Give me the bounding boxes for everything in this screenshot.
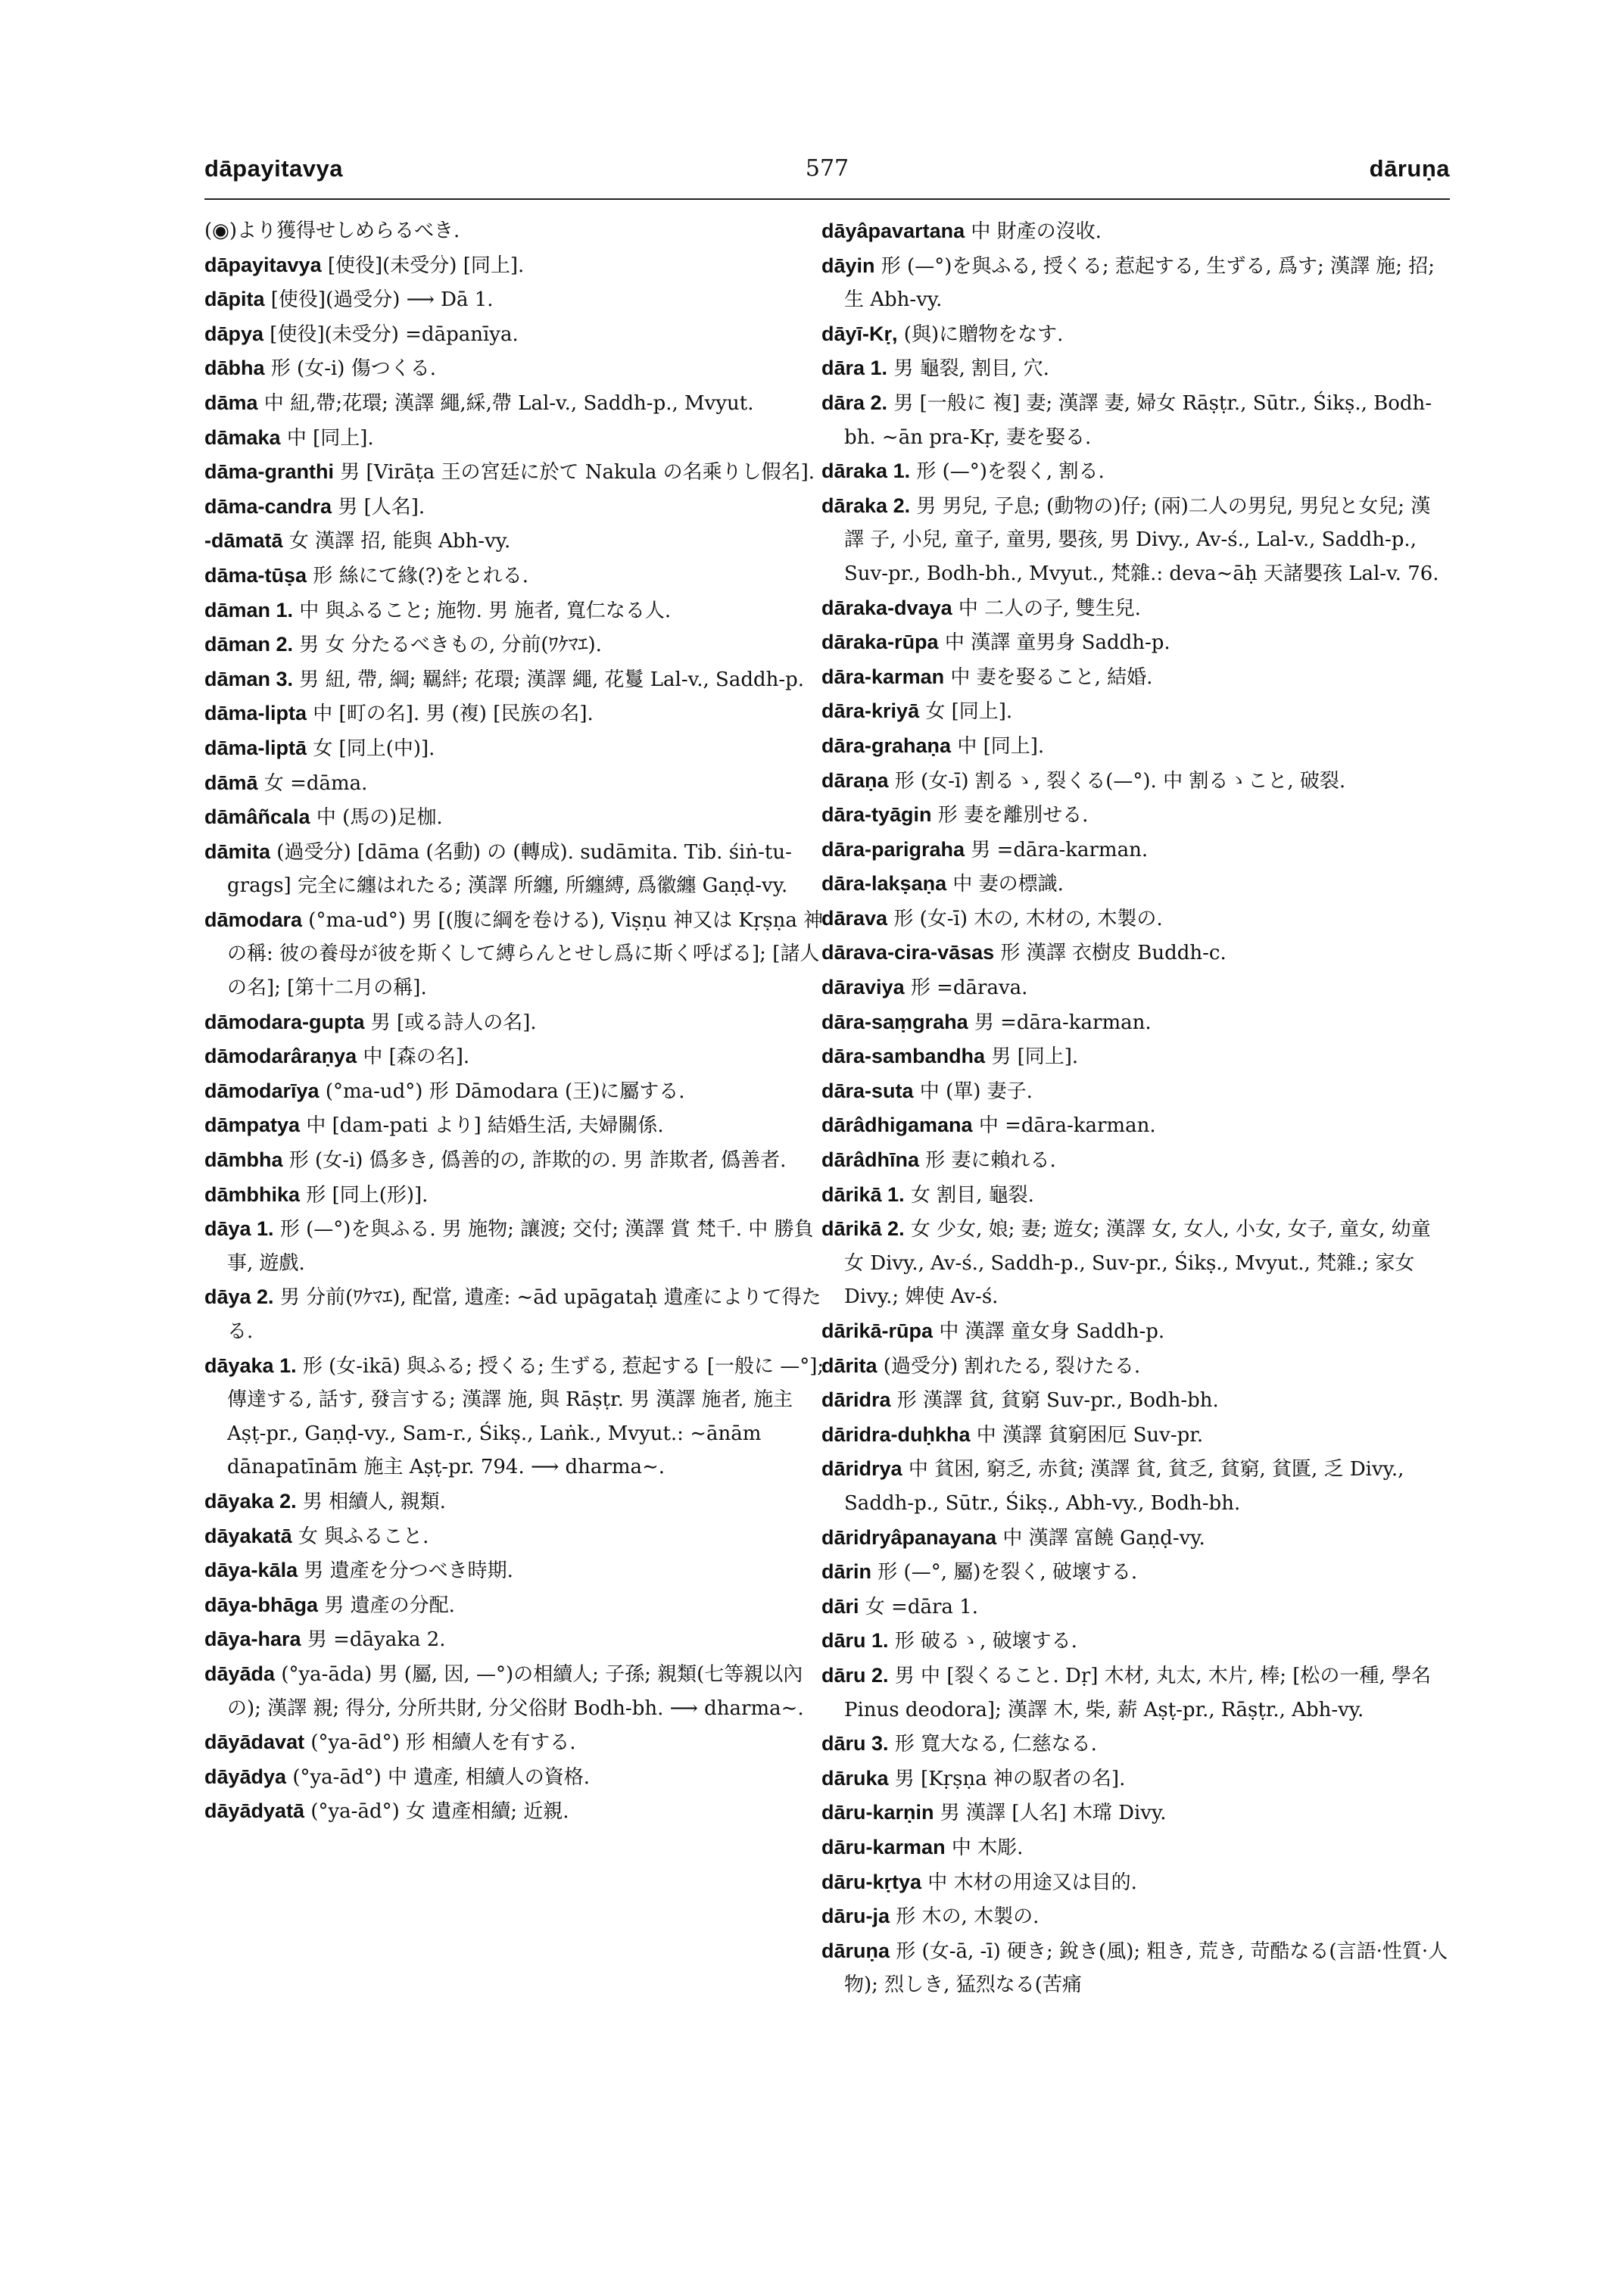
entry-headword: dāma-liptā (204, 736, 307, 759)
dictionary-entry (204, 1178, 833, 1213)
entry-definition: 中 木彫. (945, 1836, 1024, 1859)
dictionary-entry (821, 694, 1450, 729)
dictionary-entry (821, 1143, 1450, 1178)
entry-headword: dāri (821, 1594, 859, 1618)
entry-definition: 中 木材の用途又は目的. (921, 1871, 1137, 1894)
entry-headword: dāmodara-gupta (204, 1010, 365, 1033)
entry-definition: 形 (—°, 屬)を裂く, 破壞する. (871, 1561, 1138, 1584)
running-head-right: dāruṇa (1369, 155, 1450, 182)
entry-definition: 中 妻の標識. (946, 873, 1064, 896)
dictionary-entry (204, 1280, 833, 1348)
entry-definition: 形 (女-ā, -ī) 硬き; 銳き(風); 粗き, 荒き, 苛酷なる(言語·性質·人物); 烈しき, 猛烈なる(苦痛 (844, 1939, 1448, 1997)
dictionary-entry (204, 1349, 833, 1485)
dictionary-entry (821, 1865, 1450, 1900)
dictionary-entry (821, 1074, 1450, 1109)
entry-definition: 男 [人名]. (332, 495, 425, 519)
entry-definition: 中 [同上]. (280, 426, 374, 450)
entry-headword: -dāmatā (204, 529, 283, 553)
dictionary-entry (821, 1555, 1450, 1590)
dictionary-entry (821, 1624, 1450, 1659)
entry-definition: 女 漢譯 招, 能與 Abh-vy. (282, 530, 511, 553)
dictionary-entry (821, 1212, 1450, 1314)
entry-headword: dāru-karman (821, 1835, 946, 1858)
entry-headword: dāya-kāla (204, 1559, 298, 1582)
entry-headword: dāya 1. (204, 1217, 274, 1241)
dictionary-entry (204, 1039, 833, 1074)
entry-headword: dāpita (204, 288, 265, 311)
entry-definition: 中 紐,帶;花環; 漢譯 繩,綵,帶 Lal-v., Saddh-p., Mvyut. (257, 391, 754, 415)
entry-headword: dāmbhika (204, 1182, 301, 1206)
dictionary-entry (204, 1725, 833, 1760)
entry-definition: 形 (—°)を與ふる, 授くる; 惹起する, 生ずる, 爲す; 漢譯 施; 招; 生 Abh-vy. (844, 254, 1435, 312)
entry-definition: 中 (馬の)足枷. (310, 806, 443, 830)
entry-definition: 中 財產の沒收. (965, 220, 1102, 243)
dictionary-entry (821, 1830, 1450, 1865)
dictionary-entry (821, 386, 1450, 454)
dictionary-entry (204, 490, 833, 525)
entry-headword: dāyādavat (204, 1731, 305, 1754)
running-head-left: dāpayitavya (204, 155, 343, 182)
dictionary-entry (204, 1143, 833, 1178)
entry-headword: dāmodarīya (204, 1079, 320, 1102)
entry-definition: 中 [同上]. (951, 734, 1045, 758)
dictionary-entry (821, 1727, 1450, 1762)
entry-headword: dāridra (821, 1388, 891, 1412)
entry-definition: 男 紐, 帶, 綱; 羈絆; 花環; 漢譯 繩, 花鬘 Lal-v., Saddh-p. (293, 668, 805, 691)
entry-definition: 男 =dāra-karman. (965, 838, 1149, 861)
entry-definition: (°ya-āda) 男 (屬, 因, —°)の相續人; 子孫; 親類(七等親以內の); 漢譯 親; 得分, 分所共財, 分父俗財 Bodh-bh. ⟶ dharma∼. (227, 1662, 804, 1720)
entry-headword: dārâdhigamana (821, 1114, 973, 1137)
dictionary-entry (204, 1657, 833, 1725)
entry-definition: 男 [Virāṭa 王の宮廷に於て Nakula の名乘りし假名]. (334, 461, 815, 484)
entry-definition: 男 [Kṛṣṇa 神の馭者の名]. (888, 1767, 1126, 1790)
entry-definition: 中 漢譯 童女身 Saddh-p. (933, 1320, 1165, 1343)
dictionary-entry (204, 455, 833, 490)
dictionary-entry (204, 594, 833, 628)
dictionary-entry (821, 1005, 1450, 1040)
entry-headword: dāru 2. (821, 1663, 889, 1687)
entry-headword: dārikā 2. (821, 1217, 905, 1241)
entry-definition: 形 =dārava. (904, 977, 1028, 1000)
entry-definition: (◉)より獲得せしめらるべき. (204, 220, 460, 242)
entry-headword: dāridra-duḥkha (821, 1422, 971, 1446)
entry-headword: dāru-karṇin (821, 1801, 934, 1824)
entry-headword: dāra-sambandha (821, 1045, 986, 1068)
entry-headword: dāmodara (204, 908, 303, 931)
entry-definition: 男 漢譯 [人名] 木瑺 Divy. (934, 1802, 1167, 1825)
dictionary-entry (821, 591, 1450, 626)
dictionary-entry (204, 1074, 833, 1109)
entry-headword: dārikā 1. (821, 1182, 905, 1206)
dictionary-entry (204, 1485, 833, 1519)
entry-definition: 形 木の, 木製の. (890, 1905, 1040, 1929)
entry-definition: 男 遺產を分つべき時期. (298, 1559, 513, 1583)
entry-definition: 形 絲にて緣(?)をとれる. (307, 564, 529, 587)
dictionary-entry (204, 835, 833, 903)
entry-headword: dāpya (204, 322, 264, 345)
entry-definition: [使役](未受分) =dāpanīya. (263, 322, 519, 346)
entry-definition: 中 漢譯 貧窮困厄 Suv-pr. (970, 1423, 1204, 1447)
entry-headword: dāma-lipta (204, 702, 307, 725)
entry-definition: 男 [同上]. (985, 1045, 1079, 1069)
entry-definition: [使役](未受分) [同上]. (321, 254, 525, 277)
entry-definition: (°ya-ād°) 中 遺產, 相續人の資格. (286, 1765, 591, 1789)
dictionary-entry (821, 1934, 1450, 2002)
entry-definition: [使役](過受分) ⟶ Dā 1. (264, 288, 494, 312)
entry-headword: dāyâpavartana (821, 220, 965, 242)
dictionary-entry (204, 1622, 833, 1657)
entry-headword: dāridryâpanayana (821, 1525, 997, 1549)
dictionary-entry (204, 1553, 833, 1588)
entry-headword: dāya-hara (204, 1628, 301, 1651)
dictionary-entry (821, 970, 1450, 1005)
entry-definition: 中 [町の名]. 男 (複) [民族の名]. (307, 703, 594, 726)
dictionary-entry (204, 731, 833, 766)
dictionary-entry (821, 1418, 1450, 1453)
dictionary-entry (204, 1588, 833, 1623)
entry-definition: 男 女 分たるべきもの, 分前(ﾜｹﾏｴ). (293, 634, 602, 657)
entry-definition: (過受分) [dāma (名動) の (轉成). sudāmita. Tib. śiṅ-tu-grags] 完全に纏はれたる; 漢譯 所纏, 所纏縛, 爲徽纏 Gaṇḍ-vy. (227, 840, 792, 898)
entry-headword: dāmpatya (204, 1114, 301, 1137)
entry-definition: 形 破るゝ, 破壞する. (888, 1630, 1077, 1653)
dictionary-entry (821, 489, 1450, 591)
dictionary-entry (821, 660, 1450, 695)
entry-headword: dāyin (821, 254, 875, 277)
entry-headword: dāyaka 2. (204, 1489, 297, 1513)
entry-headword: dāmita (204, 840, 271, 863)
dictionary-entry (204, 351, 833, 386)
entry-headword: dārâdhīna (821, 1148, 920, 1172)
entry-definition: 男 分前(ﾜｹﾏｴ), 配當, 遺產: ∼ād upāgataḥ 遺產によりて得たる. (227, 1286, 821, 1343)
dictionary-entry (204, 1760, 833, 1795)
entry-headword: dāruṇa (821, 1939, 890, 1962)
entry-headword: dāyādya (204, 1765, 287, 1788)
right-column (821, 214, 1450, 2002)
entry-definition: 形 [同上(形)]. (300, 1183, 429, 1207)
entry-definition: 女 [同上]. (919, 700, 1013, 724)
entry-headword: dāmaka (204, 425, 281, 449)
dictionary-entry (821, 317, 1450, 352)
entry-definition: 形 寬大なる, 仁慈なる. (888, 1733, 1097, 1756)
entry-definition: (°ya-ād°) 女 遺產相續; 近親. (304, 1800, 569, 1824)
entry-definition: 形 妻を離別せる. (931, 804, 1089, 827)
dictionary-entry (204, 1005, 833, 1040)
dictionary-entry (821, 1108, 1450, 1143)
entry-definition: (°ya-ād°) 形 相續人を有する. (304, 1731, 576, 1755)
dictionary-entry (204, 696, 833, 731)
entry-headword: dāman 1. (204, 598, 294, 622)
entry-definition: 男 遺產の分配. (318, 1594, 455, 1617)
entry-definition: 中 [森の名]. (357, 1045, 470, 1069)
entry-definition: 中 (單) 妻子. (913, 1080, 1033, 1103)
dictionary-entry (821, 1590, 1450, 1625)
entry-definition: 女 與ふること. (291, 1525, 429, 1548)
entry-headword: dāman 3. (204, 667, 294, 690)
entry-headword: dāru-ja (821, 1905, 890, 1928)
entry-definition: 女 少女, 娘; 妻; 遊女; 漢譯 女, 女人, 小女, 女子, 童女, 幼童女 Divy., Av-ś., Saddh-p., Suv-pr., Śikṣ., Mvyut., 梵雜.; 家女 Divy.; 婢使 Av-ś. (844, 1218, 1431, 1309)
entry-definition: (°ma-ud°) 男 [(腹に綱を卷ける), Viṣṇu 神又は Kṛṣṇa 神の稱: 彼の養母が彼を斯くして縛らんとせし爲に斯く呼ばる]; [諸人の名]; [第十二月の稱]. (227, 908, 824, 1000)
entry-headword: dābha (204, 357, 265, 380)
entry-definition: 中 貧困, 窮乏, 赤貧; 漢譯 貧, 貧乏, 貧窮, 貧匱, 乏 Divy., Saddh-p., Sūtr., Śikṣ., Abh-vy., Bodh-bh. (844, 1458, 1404, 1515)
dictionary-entry (204, 662, 833, 697)
entry-headword: dāra-suta (821, 1079, 914, 1102)
page-header (204, 155, 1450, 201)
dictionary-entry (821, 351, 1450, 386)
entry-headword: dāmbha (204, 1148, 283, 1172)
dictionary-entry (204, 1519, 833, 1554)
dictionary-entry (821, 867, 1450, 902)
entry-definition: 男 相續人, 親類. (296, 1490, 446, 1513)
entry-headword: dāya 2. (204, 1285, 274, 1309)
entry-headword: dāyādyatā (204, 1799, 305, 1823)
dictionary-entry (821, 1383, 1450, 1418)
entry-headword: dāraka-dvaya (821, 596, 952, 619)
entry-definition: 形 漢譯 衣樹皮 Buddh-c. (994, 942, 1227, 965)
entry-headword: dārikā-rūpa (821, 1319, 934, 1342)
entry-headword: dāmodarâraṇya (204, 1045, 357, 1068)
entry-headword: dāra 2. (821, 391, 888, 414)
entry-headword: dāma-granthi (204, 460, 335, 484)
entry-headword: dārin (821, 1560, 872, 1584)
entry-headword: dārava (821, 906, 888, 930)
entry-definition: 女 =dāra 1. (859, 1595, 978, 1618)
entry-definition: 形 (—°)を與ふる. 男 施物; 讓渡; 交付; 漢譯 賞 梵千. 中 勝負事, 遊戲. (227, 1218, 814, 1275)
entry-definition: 形 (女-ī) 割るゝ, 裂くる(—°). 中 割るゝこと, 破裂. (888, 769, 1346, 793)
entry-headword: dāpayitavya (204, 253, 322, 276)
entry-definition: 形 (女-ikā) 與ふる; 授くる; 生ずる, 惹起する [一般に —°]; 傳達する, 話す, 發言する; 漢譯 施, 與 Rāṣṭr. 男 漢譯 施者, 施主 Aṣṭ-pr., Gaṇḍ-vy., Sam-r., Śikṣ., Laṅk., Mvyut.: ∼ānām dānapatīnām 施主 Aṣṭ-pr. 794. ⟶ dharma∼. (227, 1354, 824, 1479)
dictionary-entry (821, 833, 1450, 868)
dictionary-entry (821, 1178, 1450, 1213)
dictionary-entry (204, 766, 833, 801)
entry-headword: dārava-cira-vāsas (821, 941, 995, 964)
dictionary-entry (821, 1314, 1450, 1349)
entry-headword: dāra-tyāgin (821, 803, 932, 827)
dictionary-entry (204, 628, 833, 662)
entry-headword: dāra-saṃgraha (821, 1010, 968, 1033)
entry-definition: 中 [dam-pati より] 結婚生活, 夫婦關係. (300, 1114, 664, 1138)
dictionary-entry (204, 1212, 833, 1280)
entry-definition: 中 漢譯 富饒 Gaṇḍ-vy. (996, 1526, 1205, 1550)
entry-definition: (過受分) 割れたる, 裂けたる. (877, 1354, 1141, 1378)
entry-definition: 女 =dāma. (257, 771, 368, 795)
entry-headword: dāmâñcala (204, 805, 310, 829)
entry-headword: dāraka 1. (821, 460, 911, 483)
entry-definition: 中 二人の子, 雙生兒. (952, 597, 1141, 620)
entry-headword: dāra-karman (821, 665, 945, 688)
entry-definition: 男 [或る詩人の名]. (364, 1011, 537, 1034)
entry-definition: 形 (—°)を裂く, 割る. (910, 460, 1105, 484)
entry-definition: (與)に贈物をなす. (897, 322, 1064, 346)
entry-definition: 形 (女-ī) 木の, 木材の, 木製の. (887, 907, 1163, 930)
entry-headword: dāyī-Kṛ, (821, 322, 898, 345)
entry-headword: dāraka 2. (821, 494, 911, 517)
entry-headword: dāya-bhāga (204, 1593, 319, 1616)
dictionary-entry (204, 1108, 833, 1143)
dictionary-entry (821, 1452, 1450, 1520)
entry-definition: 男 =dāyaka 2. (301, 1628, 446, 1652)
entry-definition: 中 =dāra-karman. (972, 1114, 1156, 1138)
entry-headword: dāra-parigraha (821, 837, 965, 861)
entry-definition: 中 漢譯 童男身 Saddh-p. (938, 631, 1170, 655)
entry-headword: dāridrya (821, 1457, 902, 1481)
entry-definition: 形 (女-i) 傷つくる. (264, 357, 436, 381)
entry-definition: 男 龜裂, 割目, 穴. (887, 357, 1049, 381)
entry-headword: dāraṇa (821, 768, 889, 792)
entry-definition: 形 妻に賴れる. (919, 1149, 1056, 1173)
entry-headword: dāra-lakṣaṇa (821, 872, 947, 896)
entry-headword: dāyāda (204, 1662, 276, 1685)
entry-headword: dāyakatā (204, 1524, 292, 1547)
dictionary-entry (821, 1349, 1450, 1384)
entry-headword: dāra 1. (821, 357, 888, 380)
dictionary-entry (821, 214, 1450, 249)
dictionary-entry (821, 625, 1450, 660)
dictionary-entry (204, 214, 833, 248)
dictionary-entry (204, 421, 833, 456)
entry-definition: 男 [一般に 複] 妻; 漢譯 妻, 婦女 Rāṣṭr., Sūtr., Śikṣ., Bodh-bh. ∼ān pra-Kṛ, 妻を娶る. (844, 391, 1432, 449)
dictionary-entry (821, 902, 1450, 936)
dictionary-entry (204, 559, 833, 594)
entry-headword: dāyaka 1. (204, 1354, 297, 1377)
left-column (204, 214, 833, 1829)
entry-definition: 中 與ふること; 施物. 男 施者, 寬仁なる人. (293, 599, 672, 622)
entry-definition: 男 中 [裂くること. Dṛ] 木材, 丸太, 木片, 棒; [松の一種, 學名 Pinus deodora]; 漢譯 木, 柴, 薪 Aṣṭ-pr., Rāṣṭr., Abh-vy. (844, 1664, 1431, 1721)
dictionary-entry (204, 1794, 833, 1829)
dictionary-entry (204, 317, 833, 352)
entry-headword: dāra-kriyā (821, 699, 920, 723)
dictionary-entry (204, 524, 833, 559)
entry-headword: dāru 1. (821, 1629, 889, 1653)
entry-headword: dāru 3. (821, 1732, 889, 1756)
dictionary-entry (821, 1796, 1450, 1830)
dictionary-entry (821, 1039, 1450, 1074)
entry-headword: dāmā (204, 771, 258, 794)
entry-definition: 女 割目, 龜裂. (904, 1183, 1034, 1207)
entry-definition: 男 =dāra-karman. (968, 1011, 1152, 1034)
page-number: 577 (805, 155, 849, 182)
entry-headword: dāma-tūṣa (204, 563, 307, 587)
entry-definition: 中 妻を娶ること, 結婚. (944, 665, 1153, 689)
entry-headword: dāruka (821, 1766, 889, 1790)
entry-headword: dāru-kṛtya (821, 1870, 922, 1893)
entry-definition: 男 男兒, 子息; (動物の)仔; (兩)二人の男兒, 男兒と女兒; 漢譯 子, 小兒, 童子, 童男, 嬰孩, 男 Divy., Av-ś., Lal-v., Saddh-p., Suv-pr., Bodh-bh., Mvyut., 梵雜.: deva∼āḥ 天諸嬰孩 Lal-v. 76. (844, 494, 1439, 585)
dictionary-entry (821, 1659, 1450, 1727)
dictionary-entry (821, 798, 1450, 833)
dictionary-entry (821, 1762, 1450, 1796)
dictionary-entry (821, 454, 1450, 489)
dictionary-entry (821, 1899, 1450, 1934)
dictionary-entry (204, 800, 833, 835)
dictionary-entry (204, 386, 833, 421)
entry-headword: dārita (821, 1354, 877, 1377)
entry-headword: dāman 2. (204, 633, 294, 656)
entry-definition: 女 [同上(中)]. (307, 737, 435, 760)
entry-headword: dāraviya (821, 976, 905, 999)
entry-headword: dāma (204, 391, 258, 414)
dictionary-entry (821, 764, 1450, 799)
dictionary-entry (204, 903, 833, 1005)
entry-definition: 形 漢譯 貧, 貧窮 Suv-pr., Bodh-bh. (890, 1389, 1219, 1413)
dictionary-entry (821, 729, 1450, 764)
entry-headword: dāra-grahaṇa (821, 734, 952, 757)
entry-definition: 形 (女-i) 僞多き, 僞善的の, 詐欺的の. 男 詐欺者, 僞善者. (282, 1149, 787, 1173)
dictionary-entry (821, 1521, 1450, 1556)
entry-headword: dāraka-rūpa (821, 631, 939, 654)
entry-definition: (°ma-ud°) 形 Dāmodara (王)に屬する. (319, 1080, 685, 1103)
dictionary-entry (204, 282, 833, 317)
dictionary-entry (821, 936, 1450, 970)
dictionary-entry (204, 248, 833, 283)
header-rule (204, 198, 1450, 200)
entry-headword: dāma-candra (204, 494, 332, 518)
dictionary-entry (821, 249, 1450, 317)
